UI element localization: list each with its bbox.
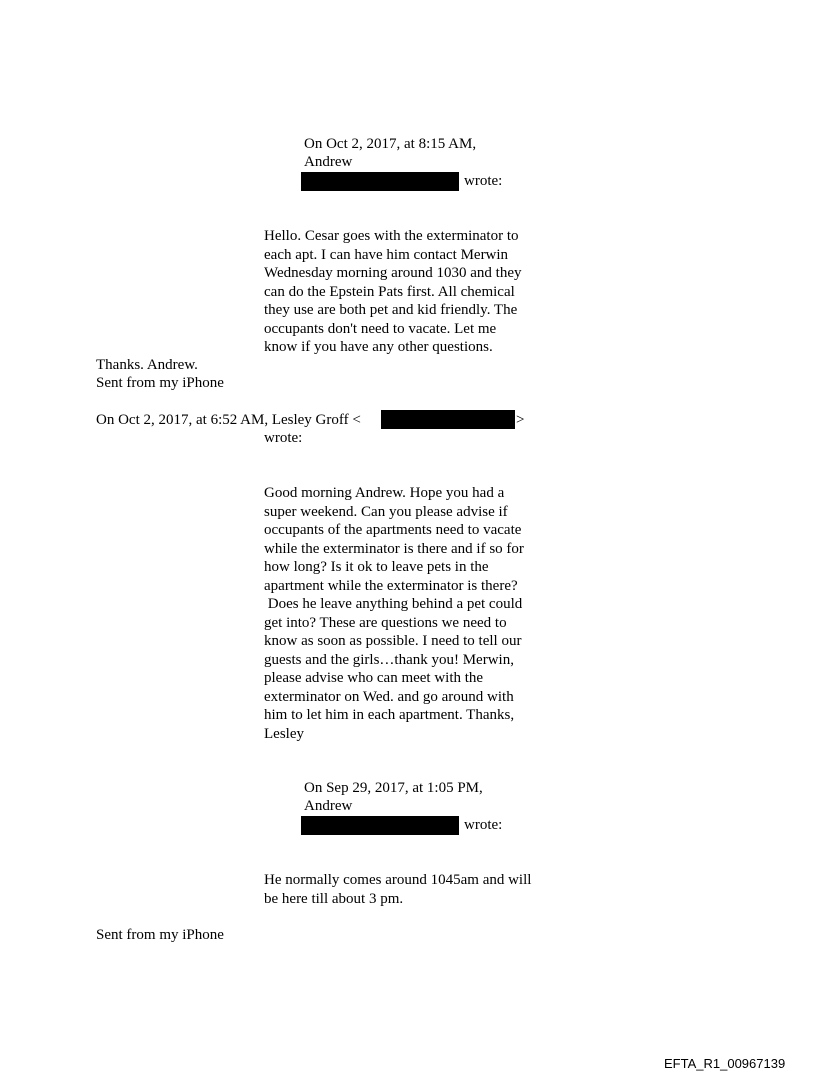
- message-line: guests and the girls…thank you! Merwin,: [264, 651, 514, 668]
- redaction-block: [301, 816, 459, 835]
- message-line: while the exterminator is there and if so for: [264, 540, 524, 557]
- message-line: Does he leave anything behind a pet could: [264, 596, 523, 612]
- message-line: occupants of the apartments need to vacate: [264, 522, 522, 538]
- document-id: EFTA_R1_00967139: [664, 1056, 786, 1071]
- quote-header-sender: Andrew: [304, 154, 353, 170]
- quote-header-wrote: wrote:: [264, 430, 303, 446]
- message-line: Lesley: [264, 725, 304, 742]
- message-line: each apt. I can have him contact Merwin: [264, 246, 509, 263]
- signature-device: Sent from my iPhone: [96, 375, 224, 391]
- signature-name: Thanks. Andrew.: [96, 357, 198, 373]
- message-line: can do the Epstein Pats first. All chemical: [264, 283, 515, 300]
- redaction-block: [301, 172, 459, 191]
- message-line: He normally comes around 1045am and will: [264, 872, 532, 888]
- message-line: occupants don't need to vacate. Let me: [264, 320, 497, 337]
- message-line: how long? Is it ok to leave pets in the: [264, 559, 489, 575]
- message-line: please advise who can meet with the: [264, 670, 484, 686]
- message-body: [264, 871, 531, 908]
- message-line: Hello. Cesar goes with the exterminator to: [264, 228, 519, 244]
- message-line: be here till about 3 pm.: [264, 890, 404, 907]
- message-line: Wednesday morning around 1030 and they: [264, 265, 522, 281]
- message-body: [264, 227, 521, 357]
- message-line: know if you have any other questions.: [264, 339, 493, 355]
- quote-header-sender: Andrew: [304, 798, 353, 814]
- message-line: know as soon as possible. I need to tell our: [264, 633, 522, 649]
- quote-header-bracket: >: [516, 412, 525, 428]
- message-line: exterminator on Wed. and go around with: [264, 688, 514, 705]
- quote-header-date: On Sep 29, 2017, at 1:05 PM,: [304, 780, 483, 796]
- message-line: apartment while the exterminator is there?: [264, 577, 518, 594]
- message-line: Good morning Andrew. Hope you had a: [264, 485, 505, 501]
- quote-header-date: On Oct 2, 2017, at 8:15 AM,: [304, 136, 477, 152]
- message-line: get into? These are questions we need to: [264, 614, 507, 631]
- quote-header-date: On Oct 2, 2017, at 6:52 AM, Lesley Groff <: [96, 412, 361, 428]
- redaction-block: [381, 410, 515, 429]
- message-body: [264, 484, 524, 743]
- quote-header-wrote: wrote:: [464, 817, 503, 833]
- message-line: they use are both pet and kid friendly. The: [264, 302, 518, 318]
- signature-device: Sent from my iPhone: [96, 927, 224, 943]
- message-line: him to let him in each apartment. Thanks,: [264, 707, 515, 723]
- quote-header-wrote: wrote:: [464, 173, 503, 189]
- message-line: super weekend. Can you please advise if: [264, 503, 508, 520]
